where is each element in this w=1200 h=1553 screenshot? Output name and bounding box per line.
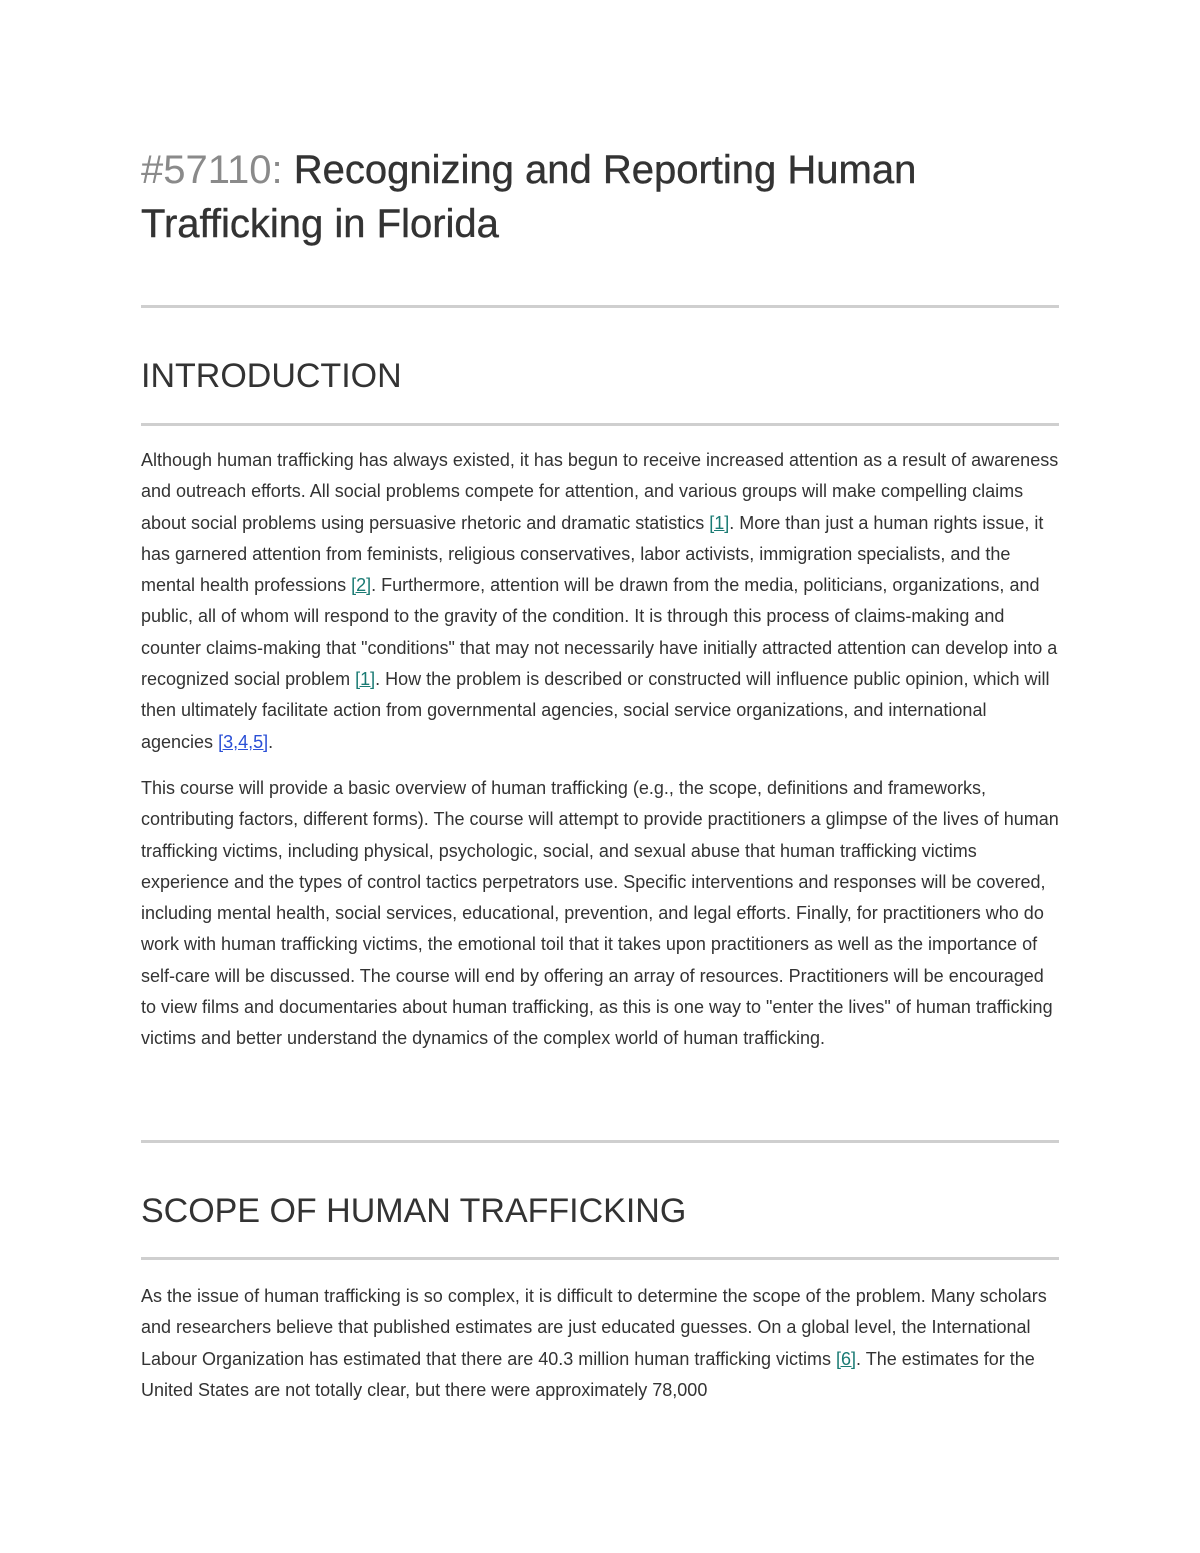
intro-paragraph-2: This course will provide a basic overview of human trafficking (e.g., the scope, definitions and frameworks, contributing factors, different forms). The course will attempt to provide practitioners a glimpse of the lives of human trafficking victims, including physical, psychologic, social, and sexual abuse that human trafficking victims experience and the types of control tactics perpetrators use. Specific interventions and responses will be covered, including mental health, social services, educational, prevention, and legal efforts. Finally, for practitioners who do work with human trafficking victims, the emotional toil that it takes upon practitioners as well as the importance of self-care will be discussed. The course will end by offering an array of resources. Practitioners will be encouraged to view films and documentaries about human trafficking, as this is one way to "enter the lives" of human trafficking victims and better understand the dynamics of the complex world of human trafficking. [141, 778, 1059, 1049]
course-title: Recognizing and Reporting Human Trafficking in Florida [141, 148, 917, 246]
citation-link-2[interactable]: [2] [351, 575, 372, 596]
citation-link-1[interactable]: [1] [709, 512, 730, 533]
scope-paragraph-1: As the issue of human trafficking is so complex, it is difficult to determine the scope of the problem. Many scholars and researchers believe that published estimates are just educated guesses. On a global level, the International Labour Organization has estimated that there are 40.3 million human trafficking victims [6]. The estimates for the United States are not totally clear, but there were approximately 78,000 [141, 1286, 1047, 1400]
section-divider-top-scope [141, 1140, 1059, 1143]
citation-link-6[interactable]: [6] [836, 1348, 857, 1369]
document-title [141, 143, 1059, 251]
section-heading-introduction: INTRODUCTION [141, 357, 402, 395]
citation-link-1-repeat[interactable]: [1] [355, 669, 376, 690]
title-divider [141, 305, 1059, 308]
section-divider-scope [141, 1257, 1059, 1260]
citation-link-3-4-5[interactable]: [3,4,5] [218, 731, 269, 752]
section-heading-scope: SCOPE OF HUMAN TRAFFICKING [141, 1192, 687, 1230]
section-divider-introduction [141, 423, 1059, 426]
course-id: #57110: [141, 148, 283, 192]
intro-paragraph-1: Although human trafficking has always existed, it has begun to receive increased attention as a result of awareness and outreach efforts. All social problems compete for attention, and various groups will make compelling claims about social problems using persuasive rhetoric and dramatic statistics [1]. More than just a human rights issue, it has garnered attention from feminists, religious conservatives, labor activists, immigration specialists, and the mental health professions [2]. Furthermore, attention will be drawn from the media, politicians, organizations, and public, all of whom will respond to the gravity of the condition. It is through this process of claims-making and counter claims-making that "conditions" that may not necessarily have initially attracted attention can develop into a recognized social problem [1]. How the problem is described or constructed will influence public opinion, which will then ultimately facilitate action from governmental agencies, social service organizations, and international agencies [3,4,5]. [141, 450, 1059, 752]
